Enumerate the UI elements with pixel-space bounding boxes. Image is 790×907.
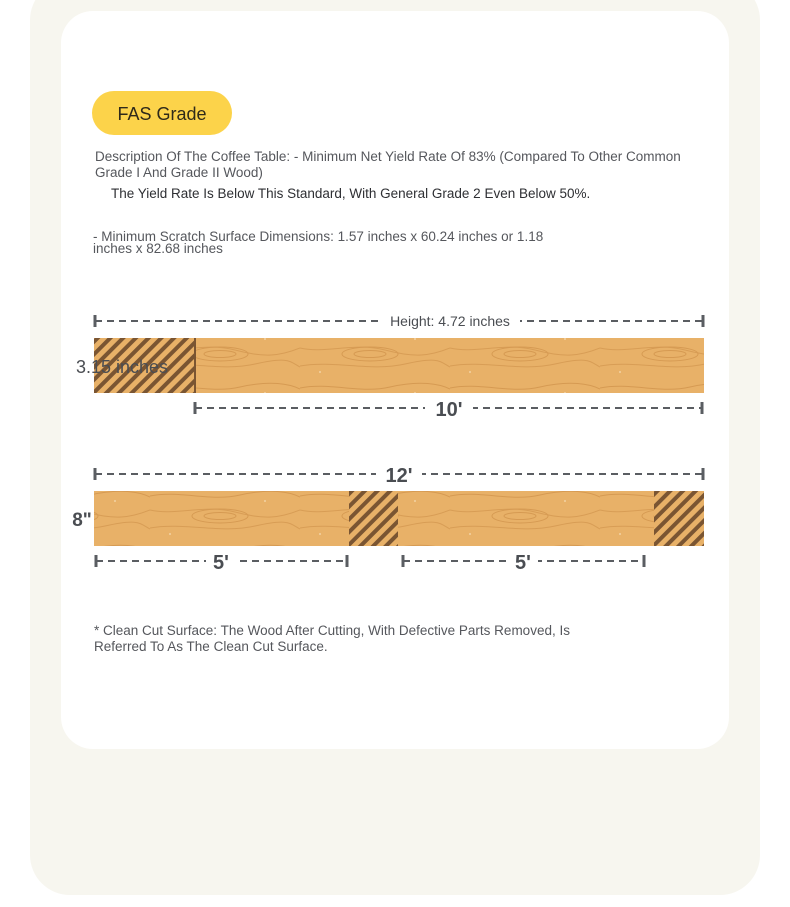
board-2-defect-middle	[349, 491, 398, 546]
board-2-defect-end	[654, 491, 704, 546]
board-2-length-label: 12'	[385, 465, 413, 487]
yield-note: The Yield Rate Is Below This Standard, With General Grade 2 Even Below 50%.	[111, 186, 591, 201]
board-1	[76, 312, 704, 421]
board-1-side-label: 3.15 inches	[75, 357, 169, 377]
board-2	[72, 463, 704, 574]
segment-1-label: 5'	[213, 552, 229, 574]
dimensions-note: - Minimum Scratch Surface Dimensions: 1.57 inches x 60.24 inches or 1.18 inches x 82.68 inches	[93, 229, 544, 256]
board-1-length-label: 10'	[435, 399, 463, 421]
board-2-side-label: 8"	[72, 510, 92, 531]
footnote-text: * Clean Cut Surface: The Wood After Cutting, With Defective Parts Removed, Is Referred To As The Clean Cut Surface.	[94, 623, 570, 654]
fas-grade-badge: FAS Grade	[92, 91, 232, 135]
segment-2-label: 5'	[515, 552, 531, 574]
description-text: Description Of The Coffee Table: - Minimum Net Yield Rate Of 83% (Compared To Other Common Grade I And Grade II Wood)	[95, 149, 681, 180]
board-2-wood	[94, 491, 704, 546]
board-1-height-label: Height: 4.72 inches	[390, 313, 510, 329]
